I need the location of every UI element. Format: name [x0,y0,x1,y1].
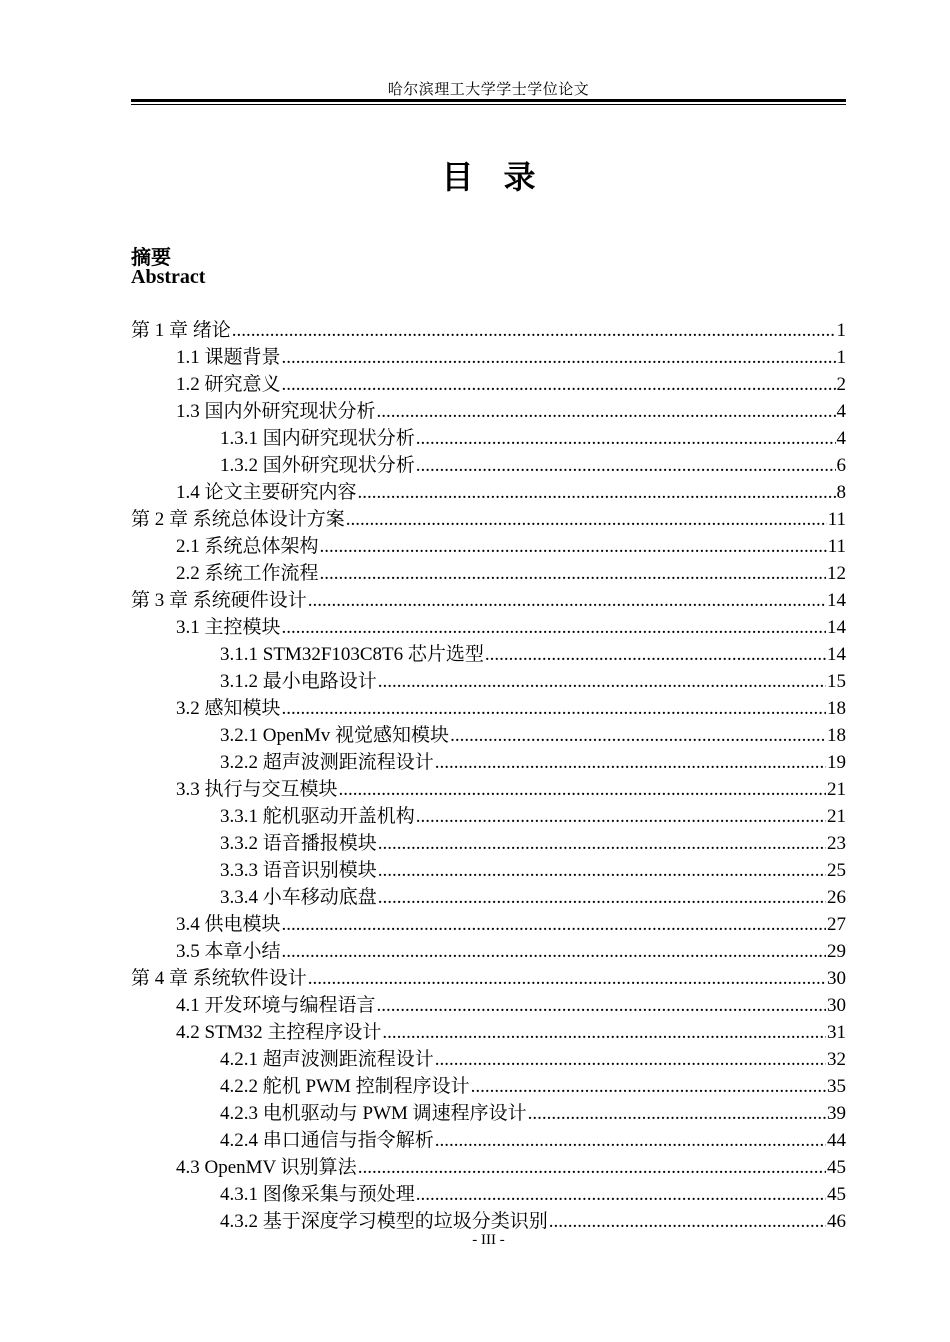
toc-entry-label: 4.2.4 串口通信与指令解析 [220,1130,434,1151]
toc-entry-page: 1 [836,347,846,368]
table-of-contents [131,317,846,1235]
toc-entry-page: 18 [827,698,846,719]
toc-entry-page: 12 [827,563,846,584]
toc-entry-page: 32 [827,1049,846,1070]
toc-entry[interactable] [131,506,846,533]
toc-entry-label: 3.1.2 最小电路设计 [220,671,377,692]
toc-entry-page: 14 [827,590,846,611]
toc-leader-dots [320,560,826,587]
toc-leader-dots [320,533,827,560]
toc-leader-dots [358,479,836,506]
toc-title: 目录 [441,159,566,195]
toc-leader-dots [416,1181,826,1208]
toc-entry[interactable] [131,857,846,884]
toc-leader-dots [416,803,826,830]
toc-leader-dots [308,965,826,992]
toc-entry-label: 3.3 执行与交互模块 [176,779,338,800]
toc-entry-label: 4.2.1 超声波测距流程设计 [220,1049,434,1070]
toc-entry[interactable] [131,614,846,641]
toc-entry[interactable] [131,1100,846,1127]
toc-entry[interactable] [131,452,846,479]
toc-entry-label: 4.3 OpenMV 识别算法 [176,1157,357,1178]
toc-leader-dots [471,1073,826,1100]
toc-entry-label: 3.1 主控模块 [176,617,281,638]
toc-entry[interactable] [131,560,846,587]
toc-entry-label: 3.5 本章小结 [176,941,281,962]
toc-entry[interactable] [131,317,846,344]
toc-entry-label: 3.4 供电模块 [176,914,281,935]
toc-entry-page: 44 [827,1130,846,1151]
toc-leader-dots [346,506,827,533]
toc-entry-page: 1 [836,320,846,341]
toc-entry-label: 4.2.2 舵机 PWM 控制程序设计 [220,1076,470,1097]
toc-entry-label: 4.3.1 图像采集与预处理 [220,1184,415,1205]
toc-entry-page: 15 [827,671,846,692]
toc-leader-dots [450,722,826,749]
toc-entry-page: 31 [827,1022,846,1043]
toc-entry-page: 21 [827,779,846,800]
toc-entry-label: 3.2 感知模块 [176,698,281,719]
toc-entry[interactable] [131,749,846,776]
header-rule-thin [131,104,846,105]
toc-entry[interactable] [131,884,846,911]
toc-entry[interactable] [131,533,846,560]
toc-entry-label: 3.3.4 小车移动底盘 [220,887,377,908]
toc-entry[interactable] [131,668,846,695]
toc-entry-page: 11 [827,536,846,557]
toc-entry-label: 3.3.2 语音播报模块 [220,833,377,854]
toc-entry-label: 第 4 章 系统软件设计 [131,968,307,989]
toc-entry[interactable] [131,992,846,1019]
toc-entry-page: 11 [827,509,846,530]
toc-leader-dots [282,938,826,965]
toc-entry-page: 14 [827,617,846,638]
toc-entry-page: 4 [836,428,846,449]
toc-leader-dots [382,1019,826,1046]
toc-entry[interactable] [131,1073,846,1100]
toc-entry-label: 3.3.1 舵机驱动开盖机构 [220,806,415,827]
toc-entry[interactable] [131,1154,846,1181]
toc-entry-label: 1.2 研究意义 [176,374,281,395]
toc-entry[interactable] [131,398,846,425]
toc-entry-page: 23 [827,833,846,854]
toc-entry-label: 4.3.2 基于深度学习模型的垃圾分类识别 [220,1211,548,1232]
toc-entry-page: 30 [827,968,846,989]
toc-entry-label: 2.2 系统工作流程 [176,563,319,584]
toc-leader-dots [378,884,826,911]
toc-entry-page: 45 [827,1157,846,1178]
toc-entry-page: 39 [827,1103,846,1124]
toc-entry-label: 2.1 系统总体架构 [176,536,319,557]
page-number: - III - [472,1232,505,1248]
toc-leader-dots [377,398,836,425]
toc-entry-label: 1.3.1 国内研究现状分析 [220,428,415,449]
toc-entry-label: 4.2 STM32 主控程序设计 [176,1022,382,1043]
toc-leader-dots [377,992,826,1019]
toc-entry[interactable] [131,479,846,506]
toc-leader-dots [282,344,836,371]
toc-leader-dots [308,587,826,614]
toc-entry-label: 第 1 章 绪论 [131,320,231,341]
toc-entry[interactable] [131,776,846,803]
toc-entry-page: 46 [827,1211,846,1232]
toc-entry[interactable] [131,1019,846,1046]
toc-leader-dots [282,614,826,641]
toc-entry[interactable] [131,1208,846,1235]
toc-entry-page: 35 [827,1076,846,1097]
toc-entry-label: 3.3.3 语音识别模块 [220,860,377,881]
toc-leader-dots [378,857,826,884]
toc-entry-label: 1.1 课题背景 [176,347,281,368]
toc-entry-label: 4.1 开发环境与编程语言 [176,995,376,1016]
toc-leader-dots [549,1208,826,1235]
toc-entry-page: 29 [827,941,846,962]
toc-entry-page: 21 [827,806,846,827]
toc-entry[interactable] [131,911,846,938]
toc-leader-dots [435,749,826,776]
toc-entry-label: 第 3 章 系统硬件设计 [131,590,307,611]
toc-leader-dots [416,425,836,452]
toc-entry-page: 26 [827,887,846,908]
toc-leader-dots [282,911,826,938]
toc-leader-dots [232,317,836,344]
toc-entry-label: 3.2.2 超声波测距流程设计 [220,752,434,773]
toc-entry-page: 2 [836,374,846,395]
toc-entry-page: 25 [827,860,846,881]
toc-entry-page: 14 [827,644,846,665]
toc-entry-label: 1.3 国内外研究现状分析 [176,401,376,422]
front-matter-abstract-en[interactable]: Abstract [131,266,206,288]
toc-entry-label: 3.2.1 OpenMv 视觉感知模块 [220,725,450,746]
toc-entry-page: 27 [827,914,846,935]
toc-leader-dots [282,371,836,398]
toc-entry[interactable] [131,641,846,668]
toc-leader-dots [378,830,826,857]
toc-entry[interactable] [131,722,846,749]
toc-leader-dots [435,1046,826,1073]
toc-entry-page: 19 [827,752,846,773]
toc-leader-dots [378,668,826,695]
toc-entry[interactable] [131,587,846,614]
toc-entry-page: 45 [827,1184,846,1205]
toc-leader-dots [435,1127,826,1154]
toc-entry[interactable] [131,371,846,398]
toc-entry[interactable] [131,1127,846,1154]
toc-entry-label: 第 2 章 系统总体设计方案 [131,509,345,530]
toc-entry-label: 4.2.3 电机驱动与 PWM 调速程序设计 [220,1103,527,1124]
toc-leader-dots [528,1100,826,1127]
toc-entry[interactable] [131,1046,846,1073]
toc-entry[interactable] [131,830,846,857]
toc-entry-label: 1.4 论文主要研究内容 [176,482,357,503]
front-matter-abstract-zh[interactable]: 摘要 [131,247,171,269]
toc-entry[interactable] [131,965,846,992]
toc-entry[interactable] [131,803,846,830]
toc-entry[interactable] [131,344,846,371]
toc-leader-dots [416,452,836,479]
toc-leader-dots [339,776,826,803]
toc-entry[interactable] [131,425,846,452]
header-rule-thick [131,99,846,102]
toc-entry[interactable] [131,695,846,722]
running-header: 哈尔滨理工大学学士学位论文 [387,82,590,98]
toc-entry-page: 6 [836,455,846,476]
toc-entry[interactable] [131,938,846,965]
toc-entry-page: 18 [827,725,846,746]
toc-leader-dots [358,1154,826,1181]
toc-entry-label: 1.3.2 国外研究现状分析 [220,455,415,476]
toc-leader-dots [282,695,826,722]
toc-entry[interactable] [131,1181,846,1208]
toc-entry-label: 3.1.1 STM32F103C8T6 芯片选型 [220,644,484,665]
toc-entry-page: 8 [836,482,846,503]
toc-entry-page: 30 [827,995,846,1016]
toc-leader-dots [485,641,826,668]
toc-entry-page: 4 [836,401,846,422]
